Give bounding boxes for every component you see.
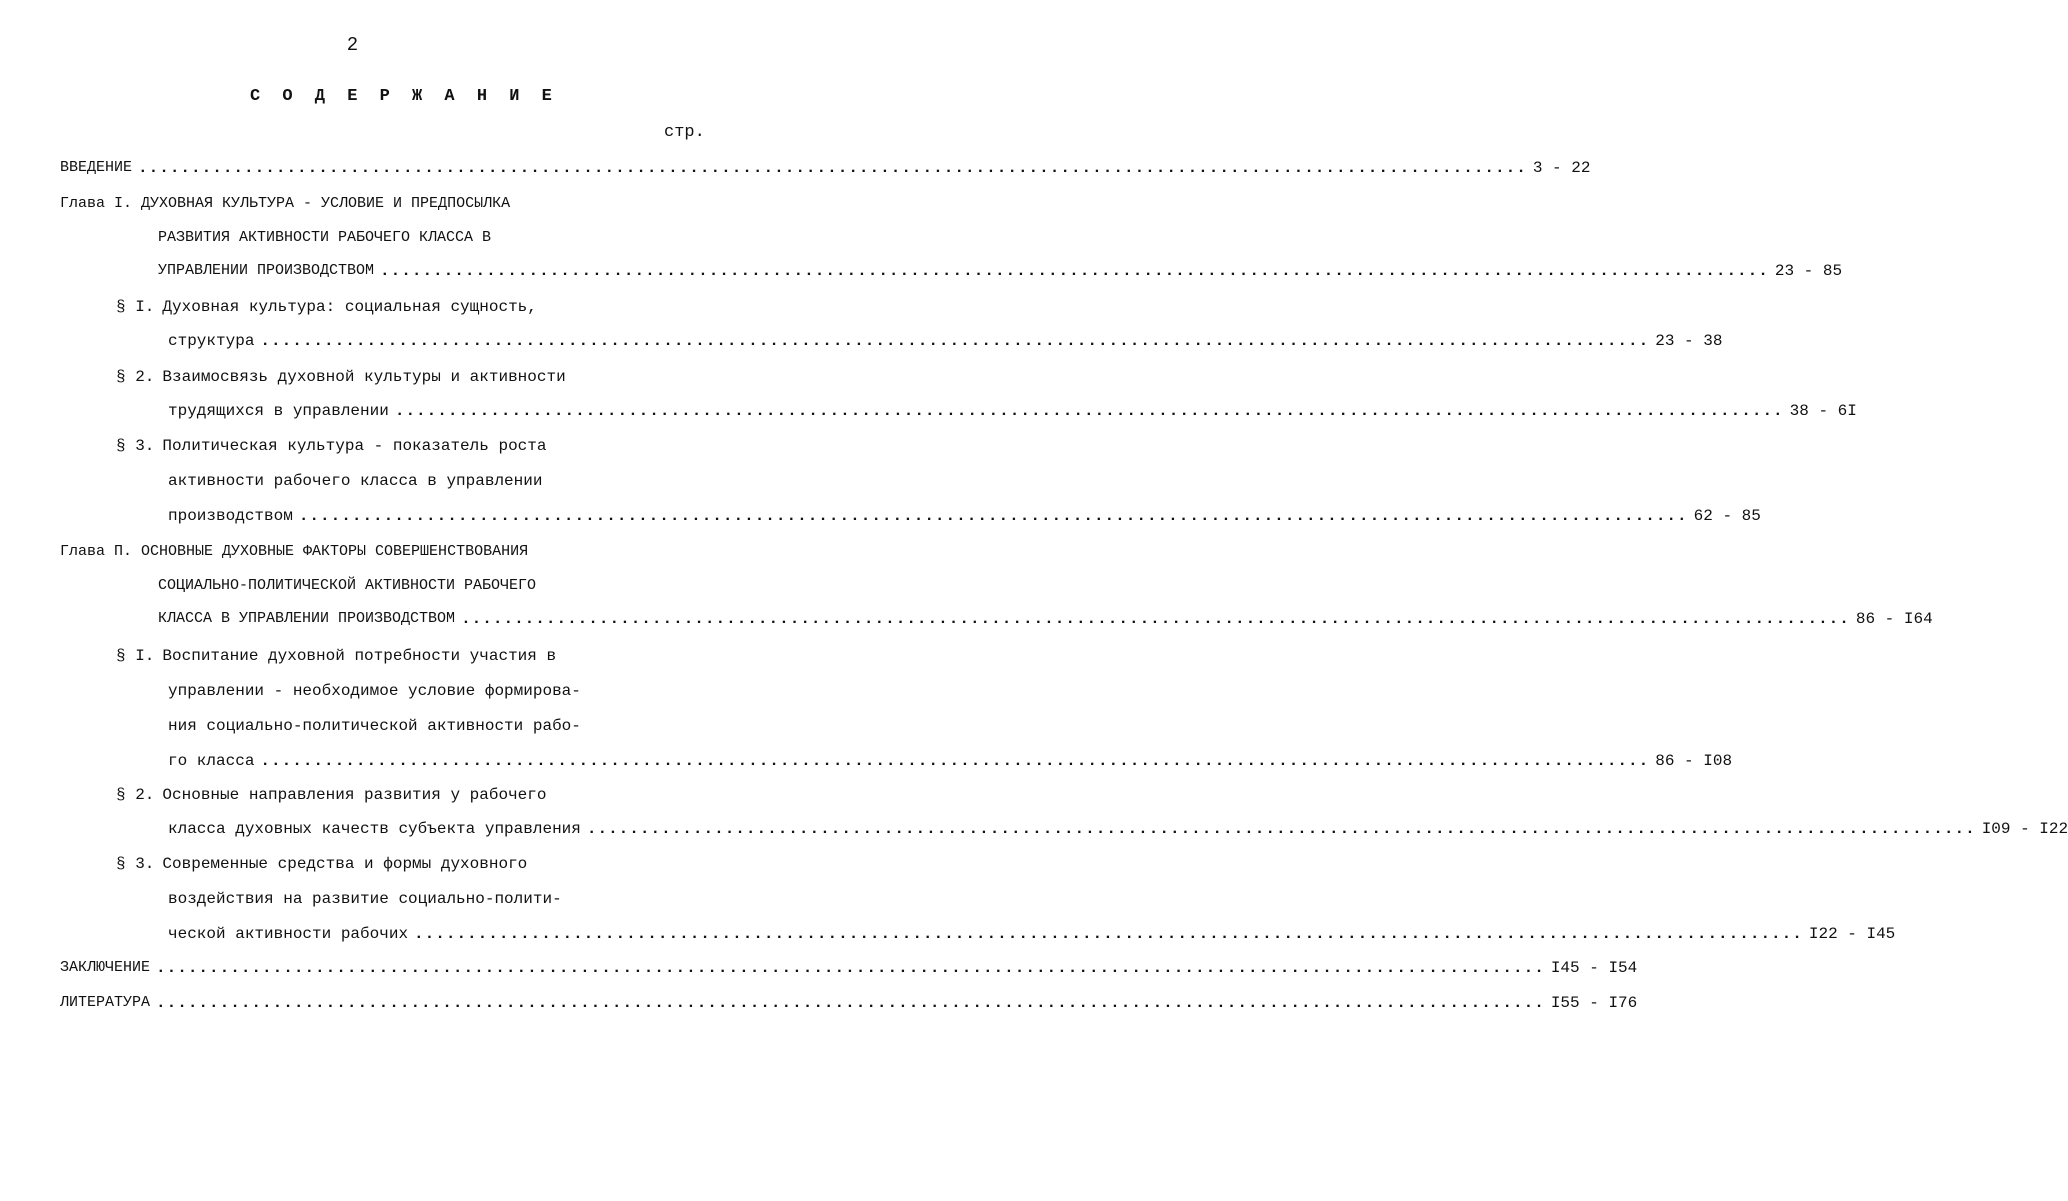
section-mark: § 3. <box>116 855 155 873</box>
section-mark: § I. <box>116 647 155 665</box>
entry-title: Взаимосвязь духовной культуры и активности <box>162 368 566 386</box>
entry-pages: 23 - 38 <box>1655 332 1723 350</box>
toc-chapter-2-line-2 <box>158 572 536 598</box>
entry-title: Воспитание духовной потребности участия в <box>162 647 557 665</box>
toc-chapter-1-line-1 <box>60 190 510 216</box>
entry-title: ния социально-политической активности рабо- <box>168 717 581 735</box>
section-mark: § 3. <box>116 437 155 455</box>
toc-ch2-section-3-line-2 <box>168 886 562 912</box>
entry-title: го класса <box>168 752 255 770</box>
dot-leader: ................................................................................................................................... <box>156 994 1545 1012</box>
toc-ch2-section-1-line-2 <box>168 678 581 704</box>
entry-pages: 62 - 85 <box>1693 507 1761 525</box>
entry-title: воздействия на развитие социально-полити- <box>168 890 562 908</box>
entry-title: активности рабочего класса в управлении <box>168 472 543 490</box>
toc-chapter-1-line-2 <box>158 224 491 250</box>
toc-entry-literatura <box>60 990 1638 1016</box>
entry-pages: 86 - I08 <box>1655 752 1733 770</box>
toc-ch1-section-2-line-2 <box>168 398 1857 424</box>
entry-title: производством <box>168 507 293 525</box>
entry-title: Глава П. ОСНОВНЫЕ ДУХОВНЫЕ ФАКТОРЫ СОВЕРШЕНСТВОВАНИЯ <box>60 543 529 560</box>
dot-leader: ................................................................................................................................... <box>586 820 1976 838</box>
entry-title: ЛИТЕРАТУРА <box>60 994 151 1011</box>
entry-title: трудящихся в управлении <box>168 402 389 420</box>
dot-leader: ................................................................................................................................... <box>394 402 1784 420</box>
entry-title: Политическая культура - показатель роста <box>162 437 547 455</box>
entry-title: управлении - необходимое условие формирова- <box>168 682 581 700</box>
toc-ch2-section-2-line-1 <box>116 782 546 808</box>
page-number: 2 <box>346 34 359 56</box>
entry-title: класса духовных качеств субъекта управления <box>168 820 581 838</box>
entry-title: ческой активности рабочих <box>168 925 409 943</box>
toc-ch2-section-2-line-2 <box>168 816 2068 842</box>
entry-title: КЛАССА В УПРАВЛЕНИИ ПРОИЗВОДСТВОМ <box>158 610 456 627</box>
toc-chapter-2-line-1 <box>60 538 528 564</box>
entry-title: Современные средства и формы духовного <box>162 855 528 873</box>
dot-leader: ................................................................................................................................... <box>138 159 1527 177</box>
toc-entry-zaklyuchenie <box>60 955 1638 981</box>
dot-leader: ................................................................................................................................... <box>380 262 1769 280</box>
entry-title: РАЗВИТИЯ АКТИВНОСТИ РАБОЧЕГО КЛАССА В <box>158 229 492 246</box>
toc-ch1-section-3-line-1 <box>116 433 546 459</box>
entry-pages: I55 - I76 <box>1550 994 1638 1012</box>
entry-pages: I09 - I22 <box>1981 820 2068 838</box>
toc-ch1-section-2-line-1 <box>116 364 566 390</box>
entry-pages: I45 - I54 <box>1550 959 1638 977</box>
entry-pages: 3 - 22 <box>1532 159 1591 177</box>
toc-ch2-section-1-line-3 <box>168 713 581 739</box>
entry-title: УПРАВЛЕНИИ ПРОИЗВОДСТВОМ <box>158 262 375 279</box>
toc-ch1-section-1-line-2 <box>168 328 1723 354</box>
dot-leader: ................................................................................................................................... <box>414 925 1803 943</box>
entry-title: ВВЕДЕНИЕ <box>60 159 133 176</box>
entry-pages: I22 - I45 <box>1808 925 1896 943</box>
dot-leader: ................................................................................................................................... <box>260 332 1650 350</box>
section-mark: § I. <box>116 298 155 316</box>
toc-chapter-2-line-3 <box>158 606 1933 632</box>
toc-ch2-section-3-line-3 <box>168 921 1896 947</box>
toc-entry-vvedenie <box>60 155 1591 181</box>
toc-ch1-section-1-line-1 <box>116 294 537 320</box>
section-mark: § 2. <box>116 786 155 804</box>
entry-pages: 23 - 85 <box>1774 262 1843 280</box>
toc-chapter-1-line-3 <box>158 258 1843 284</box>
entry-title: СОЦИАЛЬНО-ПОЛИТИЧЕСКОЙ АКТИВНОСТИ РАБОЧЕГО <box>158 577 537 594</box>
entry-pages: 38 - 6I <box>1789 402 1857 420</box>
toc-ch1-section-3-line-3 <box>168 503 1761 529</box>
dot-leader: ................................................................................................................................... <box>298 507 1688 525</box>
toc-ch2-section-1-line-4 <box>168 748 1733 774</box>
pages-column-label: стр. <box>664 123 705 142</box>
dot-leader: ................................................................................................................................... <box>260 752 1650 770</box>
entry-title: Основные направления развития у рабочего <box>162 786 547 804</box>
entry-pages: 86 - I64 <box>1855 610 1933 628</box>
entry-title: ЗАКЛЮЧЕНИЕ <box>60 959 151 976</box>
page-title: С О Д Е Р Ж А Н И Е <box>250 87 558 106</box>
section-mark: § 2. <box>116 368 155 386</box>
toc-ch2-section-1-line-1 <box>116 643 556 669</box>
toc-ch2-section-3-line-1 <box>116 851 527 877</box>
entry-title: Духовная культура: социальная сущность, <box>162 298 537 316</box>
entry-title: структура <box>168 332 255 350</box>
entry-title: Глава I. ДУХОВНАЯ КУЛЬТУРА - УСЛОВИЕ И ПРЕДПОСЫЛКА <box>60 195 511 212</box>
toc-ch1-section-3-line-2 <box>168 468 542 494</box>
dot-leader: ................................................................................................................................... <box>461 610 1850 628</box>
dot-leader: ................................................................................................................................... <box>156 959 1545 977</box>
